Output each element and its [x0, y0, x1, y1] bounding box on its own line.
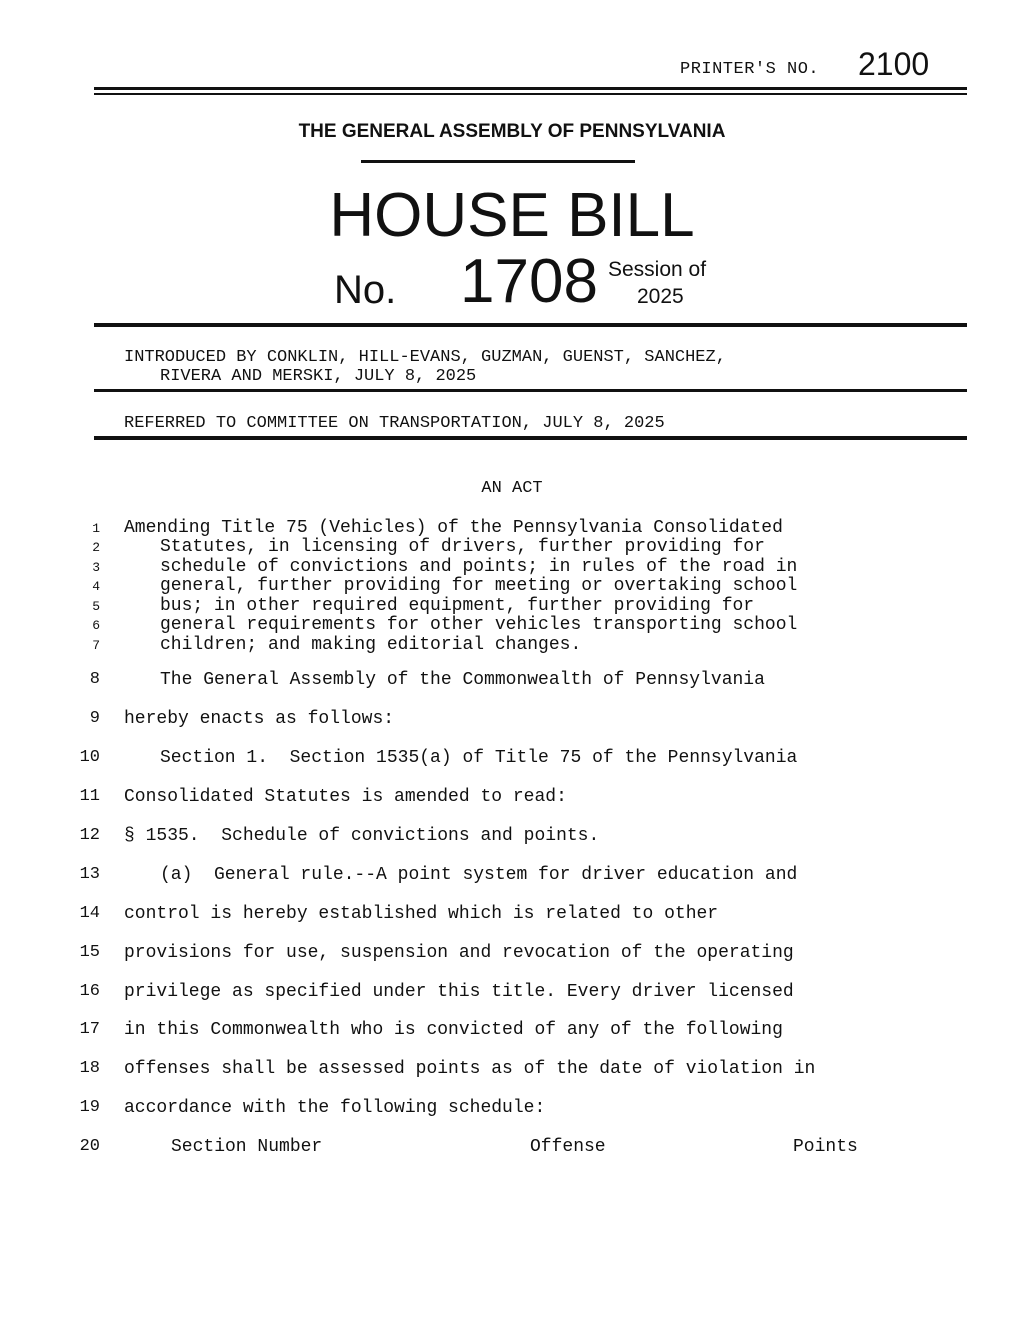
title-line: general requirements for other vehicles transporting school — [160, 615, 798, 635]
printers-number: 2100 — [858, 46, 930, 82]
introduced-rule — [94, 389, 967, 392]
body-line: privilege as specified under this title. Every driver licensed — [124, 982, 794, 1002]
body-line: The General Assembly of the Commonwealth of Pennsylvania — [160, 670, 765, 690]
referred-to-committee: REFERRED TO COMMITTEE ON TRANSPORTATION, JULY 8, 2025 — [124, 414, 665, 433]
session-label: Session of — [608, 258, 707, 281]
title-line: Statutes, in licensing of drivers, further providing for — [160, 537, 765, 557]
printers-number-label: PRINTER'S NO. — [680, 60, 820, 79]
line-number: 15 — [79, 943, 100, 962]
referred-rule — [94, 436, 967, 440]
title-line: Amending Title 75 (Vehicles) of the Pennsylvania Consolidated — [124, 518, 783, 538]
line-number: 1 — [92, 521, 100, 536]
line-number: 14 — [79, 904, 100, 923]
body-line: hereby enacts as follows: — [124, 709, 395, 729]
an-act-heading: AN ACT — [481, 479, 543, 498]
line-number: 16 — [79, 982, 100, 1001]
line-number: 10 — [79, 748, 100, 767]
assembly-title: THE GENERAL ASSEMBLY OF PENNSYLVANIA — [298, 121, 726, 142]
line-number: 13 — [79, 865, 100, 884]
body-line: (a) General rule.--A point system for driver education and — [160, 865, 798, 885]
body-line: Consolidated Statutes is amended to read: — [124, 787, 567, 807]
line-number: 2 — [92, 540, 100, 555]
body-line: offenses shall be assessed points as of the date of violation in — [124, 1059, 816, 1079]
top-rule-thin — [94, 93, 967, 95]
introduced-by-line-1: INTRODUCED BY CONKLIN, HILL-EVANS, GUZMAN, GUENST, SANCHEZ, — [124, 348, 726, 367]
bill-number-label: No. — [334, 268, 397, 312]
line-number: 4 — [92, 579, 100, 594]
title-line: bus; in other required equipment, further providing for — [160, 596, 755, 616]
body-line: Section 1. Section 1535(a) of Title 75 of the Pennsylvania — [160, 748, 798, 768]
header-rule — [94, 323, 967, 327]
line-number: 12 — [79, 826, 100, 845]
line-number: 11 — [79, 787, 100, 806]
body-line: in this Commonwealth who is convicted of any of the following — [124, 1020, 783, 1040]
schedule-column-offense: Offense — [530, 1137, 606, 1157]
line-number: 20 — [79, 1137, 100, 1156]
top-rule — [94, 87, 967, 90]
session-year: 2025 — [637, 285, 684, 308]
line-number: 19 — [79, 1098, 100, 1117]
line-number: 18 — [79, 1059, 100, 1078]
line-number: 8 — [89, 670, 100, 689]
line-number: 9 — [89, 709, 100, 728]
line-number: 5 — [92, 599, 100, 614]
line-number: 3 — [92, 560, 100, 575]
line-number: 7 — [92, 638, 100, 653]
introduced-by-line-2: RIVERA AND MERSKI, JULY 8, 2025 — [160, 367, 477, 386]
title-line: children; and making editorial changes. — [160, 635, 582, 655]
title-line: general, further providing for meeting or overtaking school — [160, 576, 798, 596]
title-line: schedule of convictions and points; in rules of the road in — [160, 557, 798, 577]
line-number: 17 — [79, 1020, 100, 1039]
section-heading: § 1535. Schedule of convictions and points. — [124, 826, 600, 846]
body-line: control is hereby established which is related to other — [124, 904, 719, 924]
schedule-column-section-number: Section Number — [171, 1137, 323, 1157]
line-number: 6 — [92, 618, 100, 633]
schedule-column-points: Points — [793, 1137, 858, 1157]
body-line: provisions for use, suspension and revocation of the operating — [124, 943, 794, 963]
bill-type-heading: HOUSE BILL — [329, 181, 695, 250]
title-underline — [361, 160, 635, 163]
body-line: accordance with the following schedule: — [124, 1098, 546, 1118]
bill-number: 1708 — [460, 247, 598, 316]
